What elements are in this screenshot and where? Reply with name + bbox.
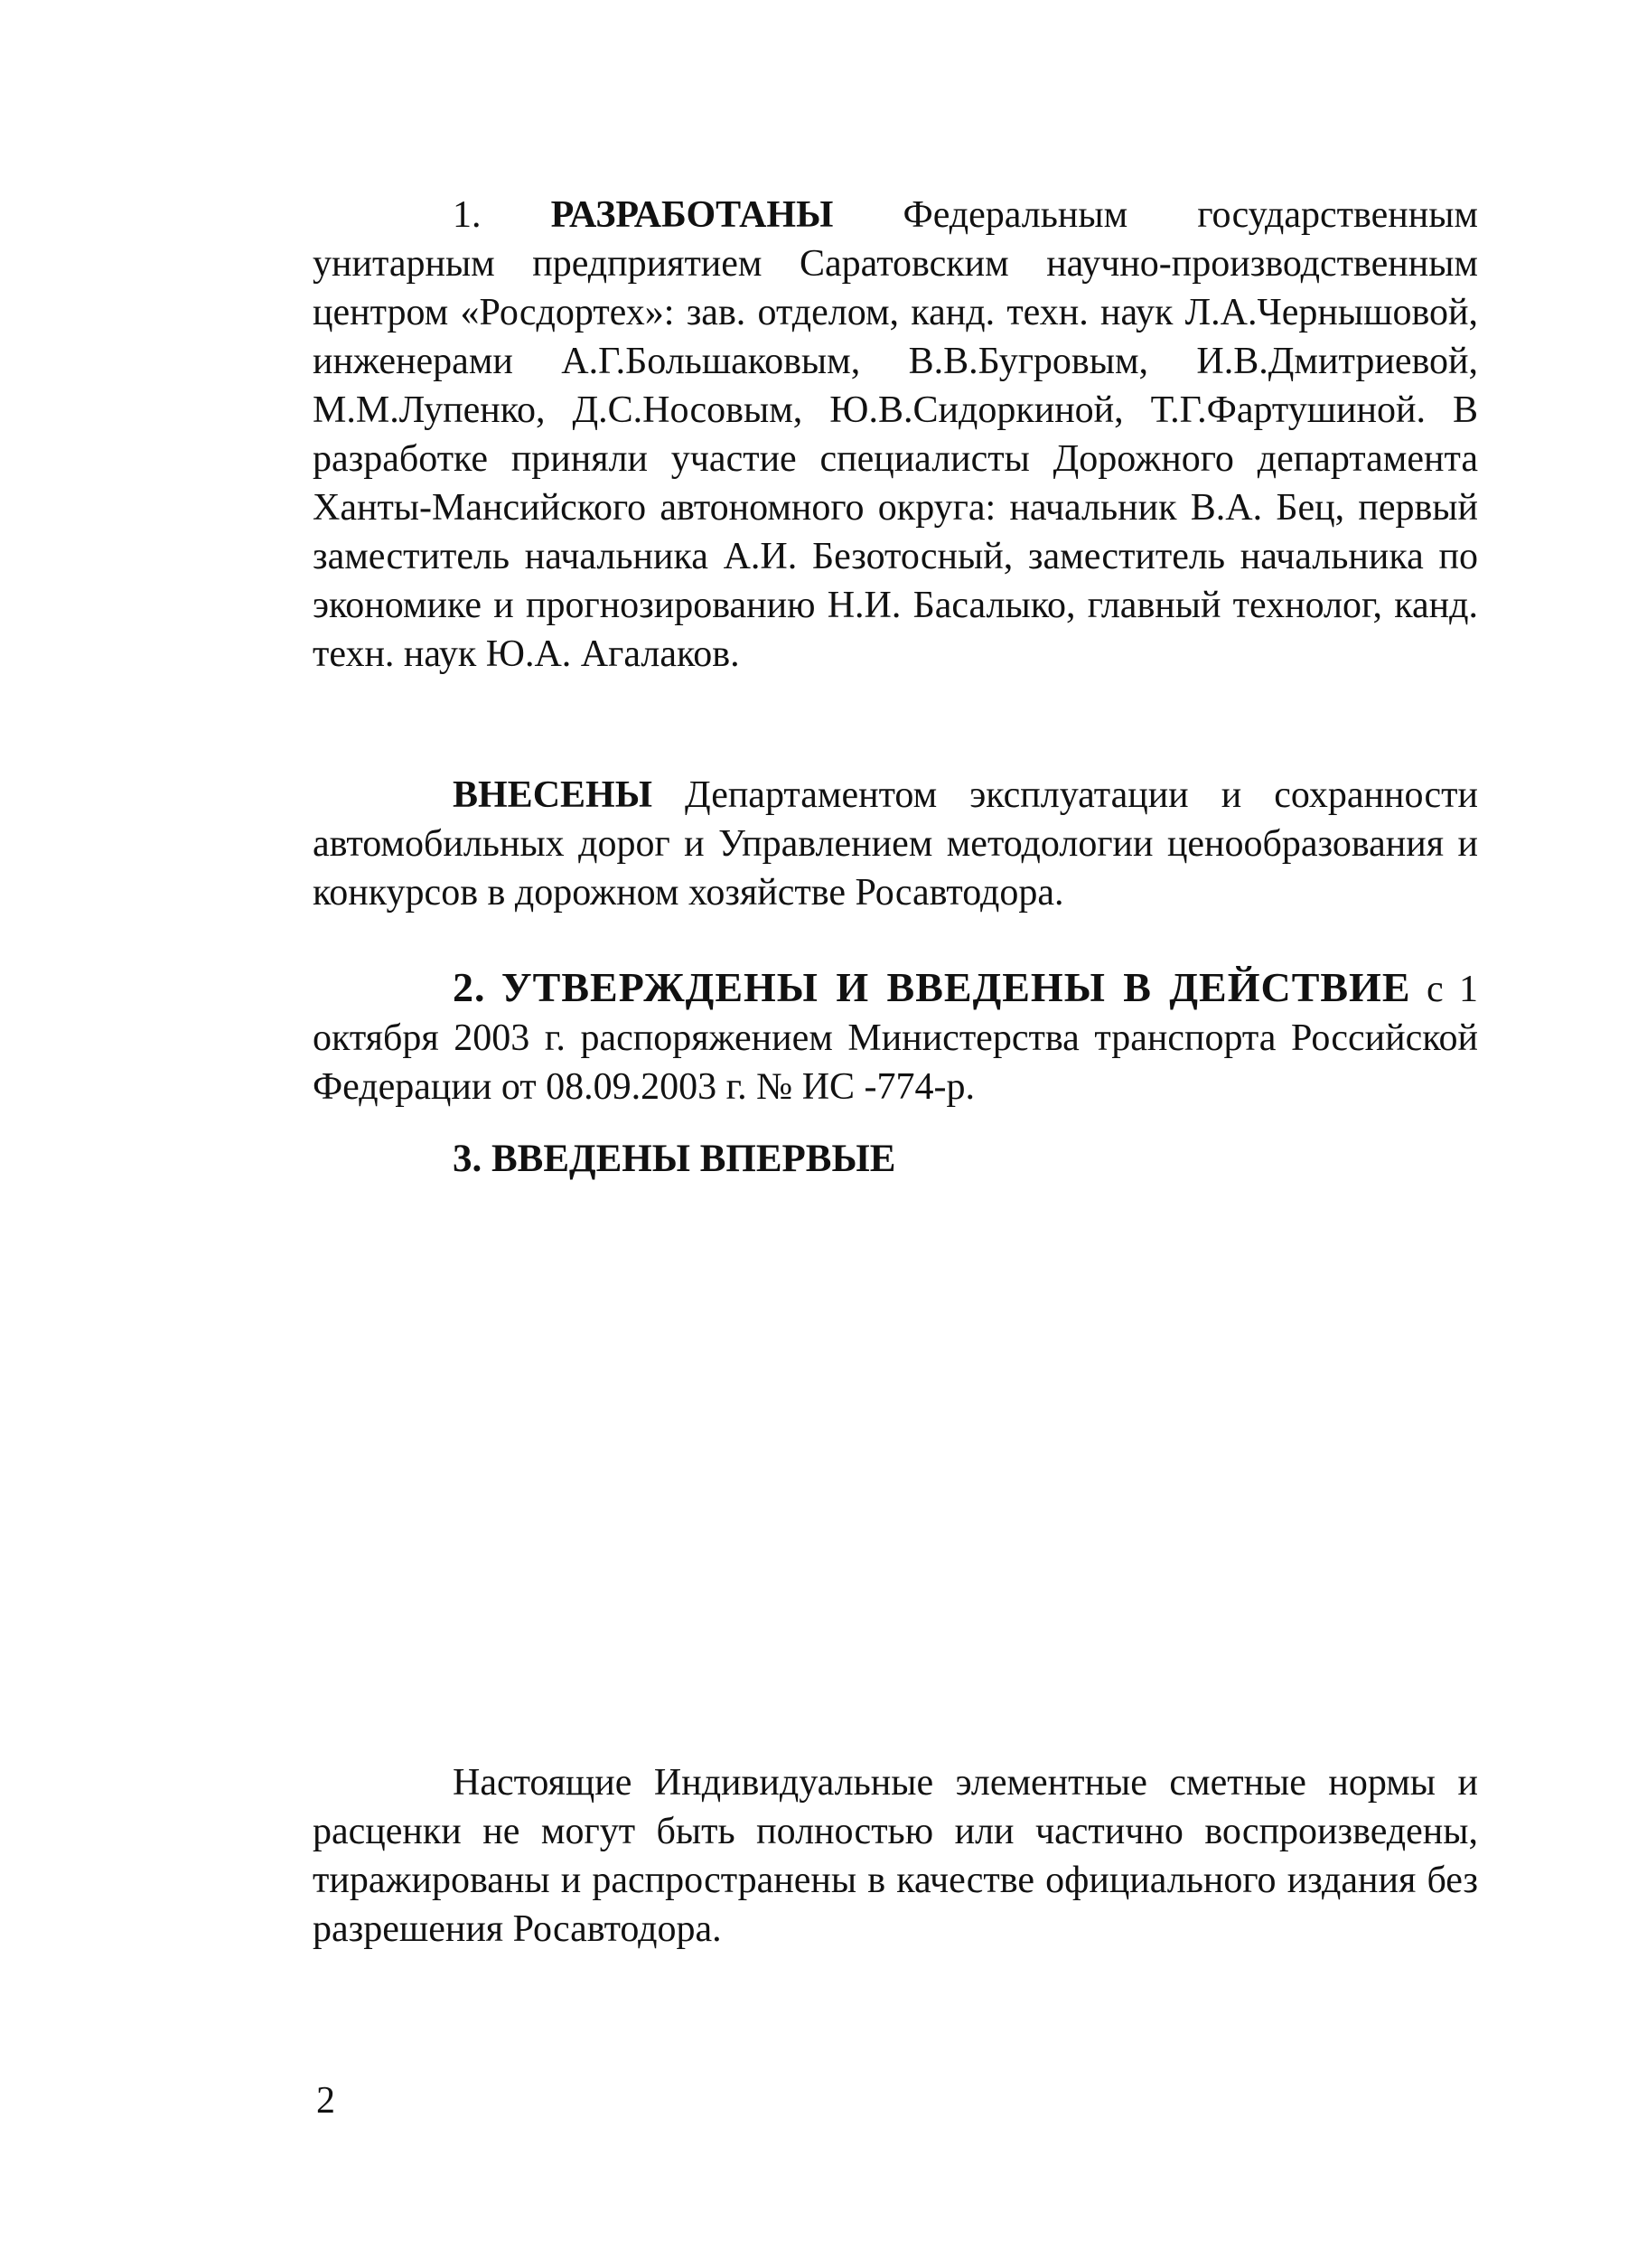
section-first-introduced	[313, 1135, 1478, 1184]
section-heading: УТВЕРЖДЕНЫ И ВВЕДЕНЫ В ДЕЙСТВИЕ	[501, 964, 1411, 1010]
section-heading: ВВЕДЕНЫ ВПЕРВЫЕ	[491, 1138, 896, 1180]
section-body: Федеральным государственным унитарным предприятием Саратовским научно-производственным центром «Росдортех»: зав. отделом, канд. техн. наук Л.А.Чернышовой, инженерами А.Г.Большаковым, В.В.Бугровым, И.В.Дмитриевой, М.М.Лупенко, Д.С.Носовым, Ю.В.Сидоркиной, Т.Г.Фартушиной. В разработке приняли участие специалисты Дорожного департамента Ханты-Мансийского автономного округа: начальник В.А. Бец, первый заместитель начальника А.И. Безотосный, заместитель начальника по экономике и прогнозированию Н.И. Басалыко, главный технолог, канд. техн. наук Ю.А. Агалаков.	[313, 194, 1479, 675]
section-number: 3.	[453, 1138, 482, 1180]
section-number: 2.	[453, 964, 486, 1010]
section-heading: РАЗРАБОТАНЫ	[550, 194, 834, 236]
section-developed	[313, 191, 1478, 679]
section-introduced-paragraph	[313, 771, 1478, 917]
section-developed-paragraph	[313, 191, 1478, 679]
section-introduced	[313, 771, 1478, 917]
section-body: с 1 октября 2003 г. распоряжением Министерства транспорта Российской Федерации от 08.09.2003 г. № ИС -774-р.	[313, 969, 1478, 1108]
section-approved-paragraph	[313, 963, 1478, 1111]
copyright-notice-text: Настоящие Индивидуальные элементные сметные нормы и расценки не могут быть полностью или частично воспроизведены, тиражированы и распространены в качестве официального издания без разрешения Росавтодора.	[313, 1762, 1478, 1950]
section-number: 1.	[453, 194, 482, 236]
page-number: 2	[316, 2080, 335, 2122]
section-approved	[313, 963, 1478, 1111]
section-body: Департаментом эксплуатации и сохранности автомобильных дорог и Управлением методологии ценообразования и конкурсов в дорожном хозяйстве Росавтодора.	[313, 774, 1478, 914]
copyright-notice	[313, 1758, 1478, 1954]
section-heading: ВНЕСЕНЫ	[453, 774, 652, 816]
